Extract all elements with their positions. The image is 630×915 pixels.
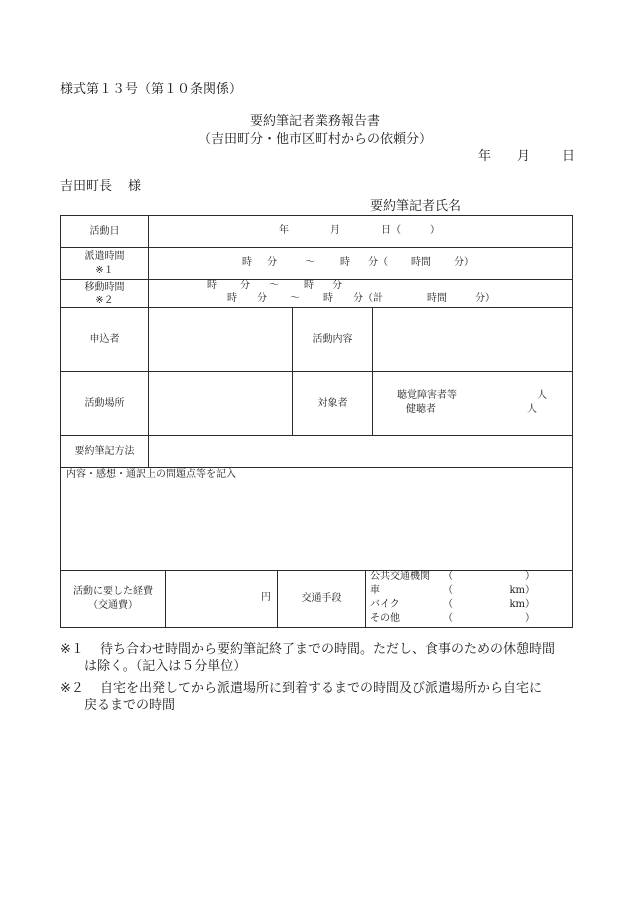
transport-option-motorbike-open: （	[443, 599, 453, 610]
activity-date-day-unit: 日（	[381, 225, 401, 236]
travel1-start-minute-unit: 分	[240, 280, 250, 291]
travel1-range-tilde: ～	[269, 280, 279, 291]
form-title: 要約筆記者業務報告書	[249, 114, 380, 129]
date-day-unit: 日	[562, 149, 576, 164]
travel-time-value-cell	[148, 279, 573, 308]
addressee-name: 吉田町長	[60, 179, 113, 194]
activity-date-value-cell	[148, 215, 573, 248]
activity-date-month-unit: 月	[330, 225, 340, 236]
activity-place-label: 活動場所	[84, 397, 125, 409]
note-2-line1: 自宅を出発してから派遣場所に到着するまでの時間及び派遣場所から自宅に	[100, 681, 543, 696]
expenses-label-cell	[60, 570, 166, 628]
transport-option-car-open: （	[443, 585, 453, 596]
travel1-start-hour-unit: 時	[207, 280, 217, 291]
transport-label-cell	[277, 570, 366, 628]
travel2-range-tilde: ～	[290, 293, 300, 304]
expenses-label-line1: 活動に要した経費	[73, 586, 153, 597]
addressee-honorific: 様	[128, 179, 142, 194]
dispatch-time-label: 派遣時間	[84, 250, 125, 262]
method-label-cell	[60, 435, 149, 468]
transport-option-public-close: ）	[525, 571, 535, 582]
dispatch-time-label-cell	[60, 247, 149, 280]
form-number: 様式第１３号（第１０条関係）	[60, 82, 243, 97]
activity-date-label-cell	[60, 215, 149, 248]
target-label: 対象者	[317, 397, 348, 409]
note-1-mark: ※１	[60, 642, 84, 657]
remarks-cell	[60, 467, 573, 571]
dispatch-range-tilde: ～	[305, 257, 315, 268]
transport-option-other: その他	[370, 613, 400, 624]
applicant-label-cell	[60, 307, 149, 372]
target-label-cell	[292, 371, 373, 436]
target-value-cell	[372, 371, 573, 436]
activity-place-label-cell	[60, 371, 149, 436]
method-label: 要約筆記方法	[74, 445, 135, 457]
transport-option-other-open: （	[443, 613, 453, 624]
note-1-line2: は除く。（記入は５分単位）	[84, 659, 247, 674]
activity-content-label: 活動内容	[312, 333, 353, 345]
travel2-end-minute-total: 分（計	[353, 293, 383, 304]
dispatch-time-note-mark: ※１	[95, 264, 114, 276]
hearing-count-unit: 人	[527, 404, 537, 415]
transport-option-car: 車	[370, 585, 380, 596]
activity-content-label-cell	[292, 307, 373, 372]
transport-option-motorbike-close: km）	[509, 599, 535, 610]
transport-option-other-close: ）	[525, 613, 535, 624]
activity-date-weekday-close: ）	[430, 225, 440, 236]
transport-label: 交通手段	[301, 593, 342, 604]
expenses-yen-unit: 円	[261, 592, 271, 603]
activity-date-year-unit: 年	[279, 225, 289, 236]
transport-option-public-open: （	[443, 571, 453, 582]
writer-name-label: 要約筆記者氏名	[370, 199, 462, 214]
note-1-line1: 待ち合わせ時間から要約筆記終了までの時間。ただし、食事のための休憩時間	[100, 642, 556, 657]
date-month-unit: 月	[517, 149, 531, 164]
dispatch-start-minute-unit: 分	[267, 257, 277, 268]
form-subtitle: （吉田町分・他市区町村からの依頼分）	[197, 132, 432, 147]
travel1-end-minute-unit: 分	[332, 280, 342, 291]
applicant-label: 申込者	[89, 333, 120, 345]
date-year-unit: 年	[478, 149, 492, 164]
transport-option-motorbike: バイク	[370, 599, 400, 610]
note-2-line2: 戻るまでの時間	[84, 698, 176, 713]
report-table	[60, 215, 573, 628]
travel-time-note-mark: ※２	[95, 294, 114, 306]
hearing-label: 健聴者	[406, 404, 436, 415]
expenses-value-cell	[165, 570, 278, 628]
note-2-mark: ※２	[60, 681, 84, 696]
dispatch-time-value-cell	[148, 247, 573, 280]
hearing-impaired-label: 聴覚障害者等	[397, 390, 457, 401]
hearing-impaired-count-unit: 人	[537, 390, 547, 401]
travel2-total-minutes-unit: 分）	[475, 293, 495, 304]
travel-time-label: 移動時間	[84, 281, 125, 293]
travel1-end-hour-unit: 時	[304, 280, 314, 291]
remarks-label: 内容・感想・通訳上の問題点等を記入	[66, 469, 236, 480]
dispatch-end-minute-unit: 分（	[368, 257, 388, 268]
travel2-total-hours-unit: 時間	[427, 293, 447, 304]
expenses-label-line2: （交通費）	[88, 600, 138, 611]
travel2-start-hour-unit: 時	[227, 293, 237, 304]
dispatch-end-hour-unit: 時	[340, 257, 350, 268]
dispatch-duration-minutes-unit: 分）	[454, 257, 474, 268]
transport-option-public: 公共交通機関	[370, 571, 430, 582]
dispatch-duration-hours-unit: 時間	[411, 257, 431, 268]
travel2-start-minute-unit: 分	[257, 293, 267, 304]
transport-option-car-close: km）	[509, 585, 535, 596]
transport-options-cell	[365, 570, 573, 628]
dispatch-start-hour-unit: 時	[242, 257, 252, 268]
activity-content-value-cell	[372, 307, 573, 372]
activity-date-label: 活動日	[89, 225, 120, 237]
travel-time-label-cell	[60, 279, 149, 308]
activity-place-value-cell	[148, 371, 293, 436]
applicant-value-cell	[148, 307, 293, 372]
travel2-end-hour-unit: 時	[323, 293, 333, 304]
method-value-cell	[148, 435, 573, 468]
